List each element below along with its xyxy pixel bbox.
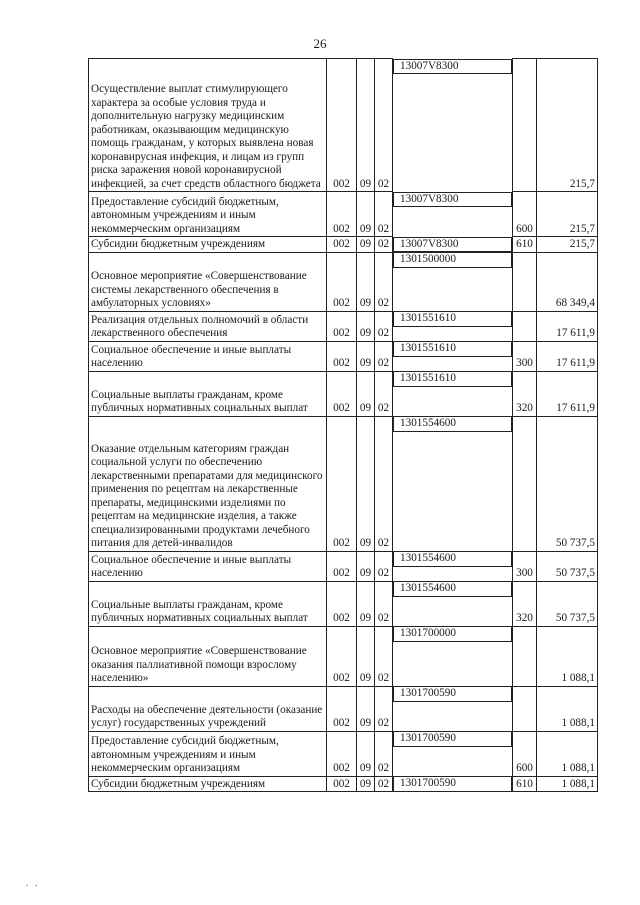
- row-vr-cell: [513, 311, 537, 341]
- row-sum-cell: 1 088,1: [537, 776, 598, 792]
- csr-segment: V8300: [427, 192, 459, 205]
- row-pr-cell: 02: [375, 371, 393, 416]
- row-vr-cell: [513, 686, 537, 731]
- row-csr-cell: [393, 237, 512, 253]
- csr-segment: 0: [411, 777, 417, 789]
- row-rz-cell: 09: [357, 551, 375, 581]
- row-vr-cell: [513, 59, 537, 192]
- row-sum-cell: 17 611,9: [537, 371, 598, 416]
- row-rz-cell: 09: [357, 626, 375, 686]
- row-grbs-cell: 002: [327, 416, 357, 551]
- csr-segment: 54600: [427, 582, 456, 594]
- csr-segment: 15: [416, 582, 428, 594]
- row-vr-cell: [513, 626, 537, 686]
- row-grbs-cell: 002: [327, 626, 357, 686]
- row-grbs-cell: 002: [327, 371, 357, 416]
- csr-segment: 15: [416, 342, 428, 354]
- row-name-cell: Социальное обеспечение и иные выплаты населению: [89, 341, 327, 371]
- csr-segment: 0: [411, 687, 417, 699]
- csr-segment: 13: [400, 237, 412, 250]
- target-article-code: [396, 732, 457, 746]
- target-article-code: [396, 582, 457, 596]
- scan-footer-mark: . .: [26, 878, 40, 889]
- csr-segment: 0: [411, 342, 417, 354]
- row-vr-cell: 600: [513, 731, 537, 776]
- row-rz-cell: 09: [357, 686, 375, 731]
- row-sum-cell: 1 088,1: [537, 686, 598, 731]
- budget-table: [88, 58, 598, 792]
- csr-segment: 13: [400, 732, 412, 744]
- row-vr-cell: 300: [513, 341, 537, 371]
- csr-segment: 13: [400, 372, 412, 384]
- csr-segment: 00590: [427, 777, 456, 789]
- row-sum-cell: 17 611,9: [537, 341, 598, 371]
- row-sum-cell: 1 088,1: [537, 731, 598, 776]
- row-name-cell: Социальные выплаты гражданам, кроме публичных нормативных социальных выплат: [89, 581, 327, 626]
- csr-segment: 13: [400, 582, 412, 594]
- row-grbs-cell: 002: [327, 59, 357, 192]
- row-sum-cell: 1 088,1: [537, 626, 598, 686]
- csr-segment: 0: [411, 417, 417, 429]
- row-name-cell: Субсидии бюджетным учреждениям: [89, 776, 327, 792]
- csr-segment: 51610: [427, 312, 456, 324]
- row-name-cell: Социальное обеспечение и иные выплаты населению: [89, 551, 327, 581]
- csr-segment: 13: [400, 417, 412, 429]
- row-csr-cell: [393, 341, 512, 357]
- row-grbs-cell: 002: [327, 341, 357, 371]
- row-grbs-cell: 002: [327, 731, 357, 776]
- csr-segment: 13: [400, 59, 412, 72]
- row-vr-cell: 320: [513, 581, 537, 626]
- csr-segment: 13: [400, 192, 412, 205]
- target-article-code: [396, 777, 457, 791]
- csr-segment: 17: [416, 687, 428, 699]
- csr-segment: 00000: [427, 253, 456, 265]
- row-pr-cell: 02: [375, 192, 393, 237]
- table-row: [89, 311, 598, 341]
- row-rz-cell: 09: [357, 581, 375, 626]
- row-grbs-cell: 002: [327, 581, 357, 626]
- target-article-code: [396, 552, 457, 566]
- csr-segment: 13: [400, 777, 412, 789]
- row-pr-cell: 02: [375, 237, 393, 253]
- row-pr-cell: 02: [375, 551, 393, 581]
- table-row: [89, 341, 598, 371]
- row-rz-cell: 09: [357, 731, 375, 776]
- row-rz-cell: 09: [357, 776, 375, 792]
- row-pr-cell: 02: [375, 626, 393, 686]
- table-row: [89, 731, 598, 776]
- csr-segment: 00000: [427, 627, 456, 639]
- csr-segment: 13: [400, 253, 412, 265]
- csr-segment: 51610: [427, 342, 456, 354]
- csr-segment: 0: [411, 192, 417, 205]
- row-vr-cell: 300: [513, 551, 537, 581]
- row-name-cell: Основное мероприятие «Совершенствование оказания паллиативной помощи взрослому населению»: [89, 626, 327, 686]
- row-grbs-cell: 002: [327, 252, 357, 311]
- row-rz-cell: 09: [357, 59, 375, 192]
- row-name-cell: Оказание отдельным категориям граждан социальной услуги по обеспечению лекарственными препаратами для медицинского применения по рецептам на лекарственные препараты, медицинскими изделиями по рецептам на медицинские изделия, а также специализированными продуктами лечебного питания для детей-инвалидов: [89, 416, 327, 551]
- row-csr-cell: [393, 776, 512, 792]
- csr-segment: 07: [416, 192, 428, 205]
- budget-table-body: [89, 59, 598, 792]
- target-article-code: [396, 238, 459, 252]
- row-grbs-cell: 002: [327, 237, 357, 253]
- csr-segment: 15: [416, 417, 428, 429]
- table-row: [89, 626, 598, 686]
- row-csr-cell: [393, 252, 512, 268]
- row-rz-cell: 09: [357, 416, 375, 551]
- csr-segment: 15: [416, 552, 428, 564]
- csr-segment: 13: [400, 312, 412, 324]
- row-sum-cell: 215,7: [537, 59, 598, 192]
- row-rz-cell: 09: [357, 341, 375, 371]
- csr-segment: 0: [411, 627, 417, 639]
- row-name-cell: Расходы на обеспечение деятельности (оказание услуг) государственных учреждений: [89, 686, 327, 731]
- csr-segment: 00590: [427, 687, 456, 699]
- csr-segment: 17: [416, 732, 428, 744]
- row-sum-cell: 68 349,4: [537, 252, 598, 311]
- table-row: [89, 371, 598, 416]
- table-row: [89, 551, 598, 581]
- row-grbs-cell: 002: [327, 686, 357, 731]
- row-rz-cell: 09: [357, 311, 375, 341]
- row-pr-cell: 02: [375, 686, 393, 731]
- row-pr-cell: 02: [375, 416, 393, 551]
- table-row: [89, 581, 598, 626]
- row-csr-cell: [393, 551, 512, 567]
- row-csr-cell: [393, 311, 512, 327]
- row-vr-cell: 320: [513, 371, 537, 416]
- row-vr-cell: 610: [513, 237, 537, 253]
- row-csr-cell: [393, 192, 512, 208]
- target-article-code: [396, 372, 457, 386]
- csr-segment: 15: [416, 372, 428, 384]
- row-sum-cell: 17 611,9: [537, 311, 598, 341]
- csr-segment: 00590: [427, 732, 456, 744]
- csr-segment: 13: [400, 552, 412, 564]
- csr-segment: 17: [416, 777, 428, 789]
- page-number: 26: [313, 36, 327, 51]
- row-pr-cell: 02: [375, 581, 393, 626]
- row-csr-cell: [393, 416, 512, 432]
- csr-segment: 0: [411, 372, 417, 384]
- row-name-cell: Субсидии бюджетным учреждениям: [89, 237, 327, 253]
- csr-segment: 51610: [427, 372, 456, 384]
- csr-segment: 15: [416, 253, 428, 265]
- target-article-code: [396, 687, 457, 701]
- csr-segment: 0: [411, 253, 417, 265]
- table-row: [89, 237, 598, 253]
- target-article-code: [396, 253, 457, 267]
- row-pr-cell: 02: [375, 341, 393, 371]
- csr-segment: 0: [411, 732, 417, 744]
- row-sum-cell: 215,7: [537, 192, 598, 237]
- row-vr-cell: [513, 416, 537, 551]
- row-name-cell: Предоставление субсидий бюджетным, автономным учреждениям и иным некоммерческим организациям: [89, 731, 327, 776]
- csr-segment: V8300: [427, 59, 459, 72]
- csr-segment: 15: [416, 312, 428, 324]
- csr-segment: 0: [411, 59, 417, 72]
- table-row: [89, 59, 598, 192]
- row-grbs-cell: 002: [327, 192, 357, 237]
- row-csr-cell: [393, 371, 512, 387]
- row-rz-cell: 09: [357, 192, 375, 237]
- row-vr-cell: [513, 252, 537, 311]
- csr-segment: 17: [416, 627, 428, 639]
- row-name-cell: Реализация отдельных полномочий в области лекарственного обеспечения: [89, 311, 327, 341]
- csr-segment: 13: [400, 342, 412, 354]
- row-grbs-cell: 002: [327, 551, 357, 581]
- row-pr-cell: 02: [375, 731, 393, 776]
- row-sum-cell: 215,7: [537, 237, 598, 253]
- table-row: [89, 776, 598, 792]
- row-rz-cell: 09: [357, 371, 375, 416]
- csr-segment: 54600: [427, 552, 456, 564]
- csr-segment: 0: [411, 312, 417, 324]
- csr-segment: 0: [411, 552, 417, 564]
- row-pr-cell: 02: [375, 776, 393, 792]
- table-row: [89, 252, 598, 311]
- row-vr-cell: 610: [513, 776, 537, 792]
- row-rz-cell: 09: [357, 252, 375, 311]
- row-sum-cell: 50 737,5: [537, 551, 598, 581]
- csr-segment: 13: [400, 627, 412, 639]
- csr-segment: 0: [411, 582, 417, 594]
- table-row: [89, 686, 598, 731]
- csr-segment: 07: [416, 59, 428, 72]
- csr-segment: 13: [400, 687, 412, 699]
- csr-segment: 07: [416, 237, 428, 250]
- row-name-cell: Социальные выплаты гражданам, кроме публичных нормативных социальных выплат: [89, 371, 327, 416]
- row-grbs-cell: 002: [327, 776, 357, 792]
- row-pr-cell: 02: [375, 311, 393, 341]
- row-name-cell: Предоставление субсидий бюджетным, автономным учреждениям и иным некоммерческим организациям: [89, 192, 327, 237]
- row-name-cell: Основное мероприятие «Совершенствование системы лекарственного обеспечения в амбулаторных условиях»: [89, 252, 327, 311]
- row-name-cell: Осуществление выплат стимулирующего характера за особые условия труда и дополнительную нагрузку медицинским работникам, оказывающим медицинскую помощь гражданам, у которых выявлена новая коронавирусная инфекция, и лицам из групп риска заражения новой коронавирусной инфекцией, за счет средств областного бюджета: [89, 59, 327, 192]
- table-row: [89, 416, 598, 551]
- csr-segment: 54600: [427, 417, 456, 429]
- row-csr-cell: [393, 626, 512, 642]
- csr-segment: 0: [411, 237, 417, 250]
- row-csr-cell: [393, 581, 512, 597]
- table-row: [89, 192, 598, 237]
- target-article-code: [396, 342, 457, 356]
- row-sum-cell: 50 737,5: [537, 581, 598, 626]
- row-rz-cell: 09: [357, 237, 375, 253]
- row-pr-cell: 02: [375, 59, 393, 192]
- row-grbs-cell: 002: [327, 311, 357, 341]
- target-article-code: [396, 627, 457, 641]
- row-sum-cell: 50 737,5: [537, 416, 598, 551]
- csr-segment: V8300: [427, 237, 459, 250]
- row-vr-cell: 600: [513, 192, 537, 237]
- row-csr-cell: [393, 731, 512, 747]
- target-article-code: [396, 193, 459, 207]
- row-pr-cell: 02: [375, 252, 393, 311]
- row-csr-cell: [393, 686, 512, 702]
- target-article-code: [396, 60, 459, 74]
- target-article-code: [396, 312, 457, 326]
- target-article-code: [396, 417, 457, 431]
- row-csr-cell: [393, 59, 512, 75]
